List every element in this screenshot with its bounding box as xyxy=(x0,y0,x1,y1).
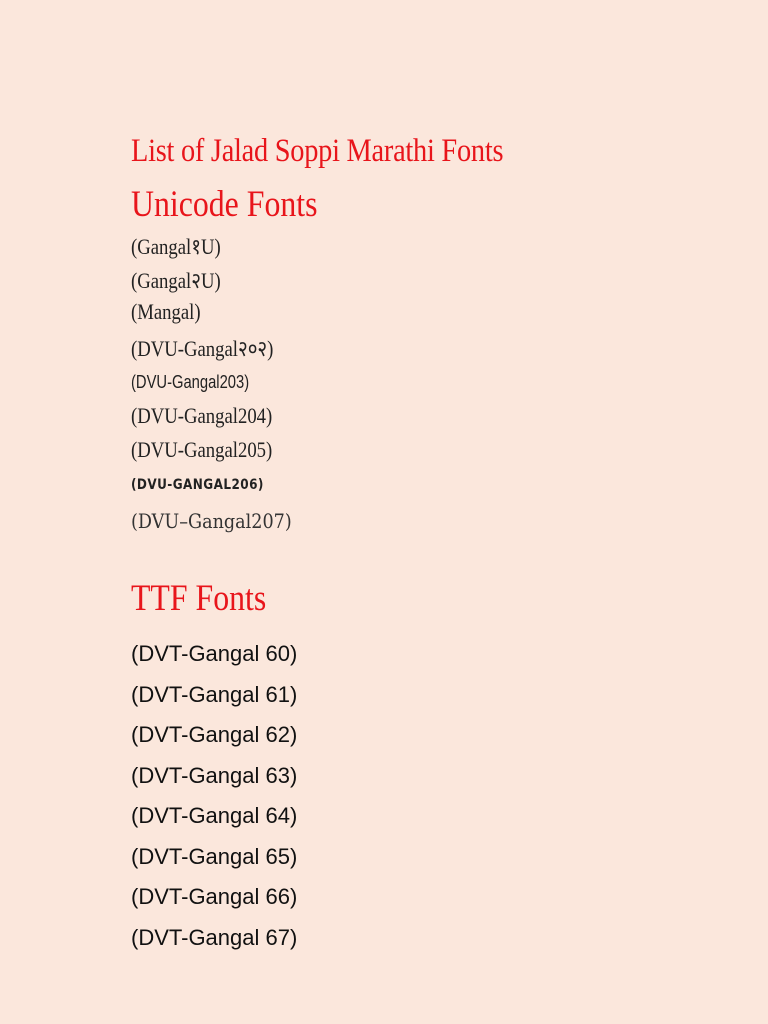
document-title: List of Jalad Soppi Marathi Fonts xyxy=(131,133,504,169)
ttf-font-item: (DVT-Gangal 62) xyxy=(131,722,298,747)
unicode-font-item: (Mangal) xyxy=(131,299,201,324)
unicode-font-item: (DVU-GANGAL206) xyxy=(131,477,264,493)
unicode-font-item: (DVU-Gangal२०२) xyxy=(131,336,274,361)
ttf-font-item: (DVT-Gangal 63) xyxy=(131,762,298,788)
ttf-font-list xyxy=(131,641,297,965)
unicode-font-item: (Gangal२U) xyxy=(131,268,221,293)
unicode-fonts-heading: Unicode Fonts xyxy=(131,184,318,225)
ttf-font-item: (DVT-Gangal 65) xyxy=(131,843,298,869)
unicode-font-item: (DVU-Gangal204) xyxy=(131,403,273,428)
ttf-font-item: (DVT-Gangal 64) xyxy=(131,803,298,828)
ttf-fonts-heading: TTF Fonts xyxy=(131,578,267,619)
ttf-font-item: (DVT-Gangal 66) xyxy=(131,884,298,909)
ttf-font-item: (DVT-Gangal 61) xyxy=(131,681,298,707)
unicode-font-item: (DVU-Gangal205) xyxy=(131,437,273,462)
ttf-font-item: (DVT-Gangal 60) xyxy=(131,641,298,666)
unicode-font-item: (DVU–Gangal207) xyxy=(131,509,292,533)
unicode-font-item: (DVU-Gangal203) xyxy=(131,372,250,392)
unicode-font-item: (Gangal१U) xyxy=(131,234,221,259)
ttf-font-item: (DVT-Gangal 67) xyxy=(131,924,298,950)
